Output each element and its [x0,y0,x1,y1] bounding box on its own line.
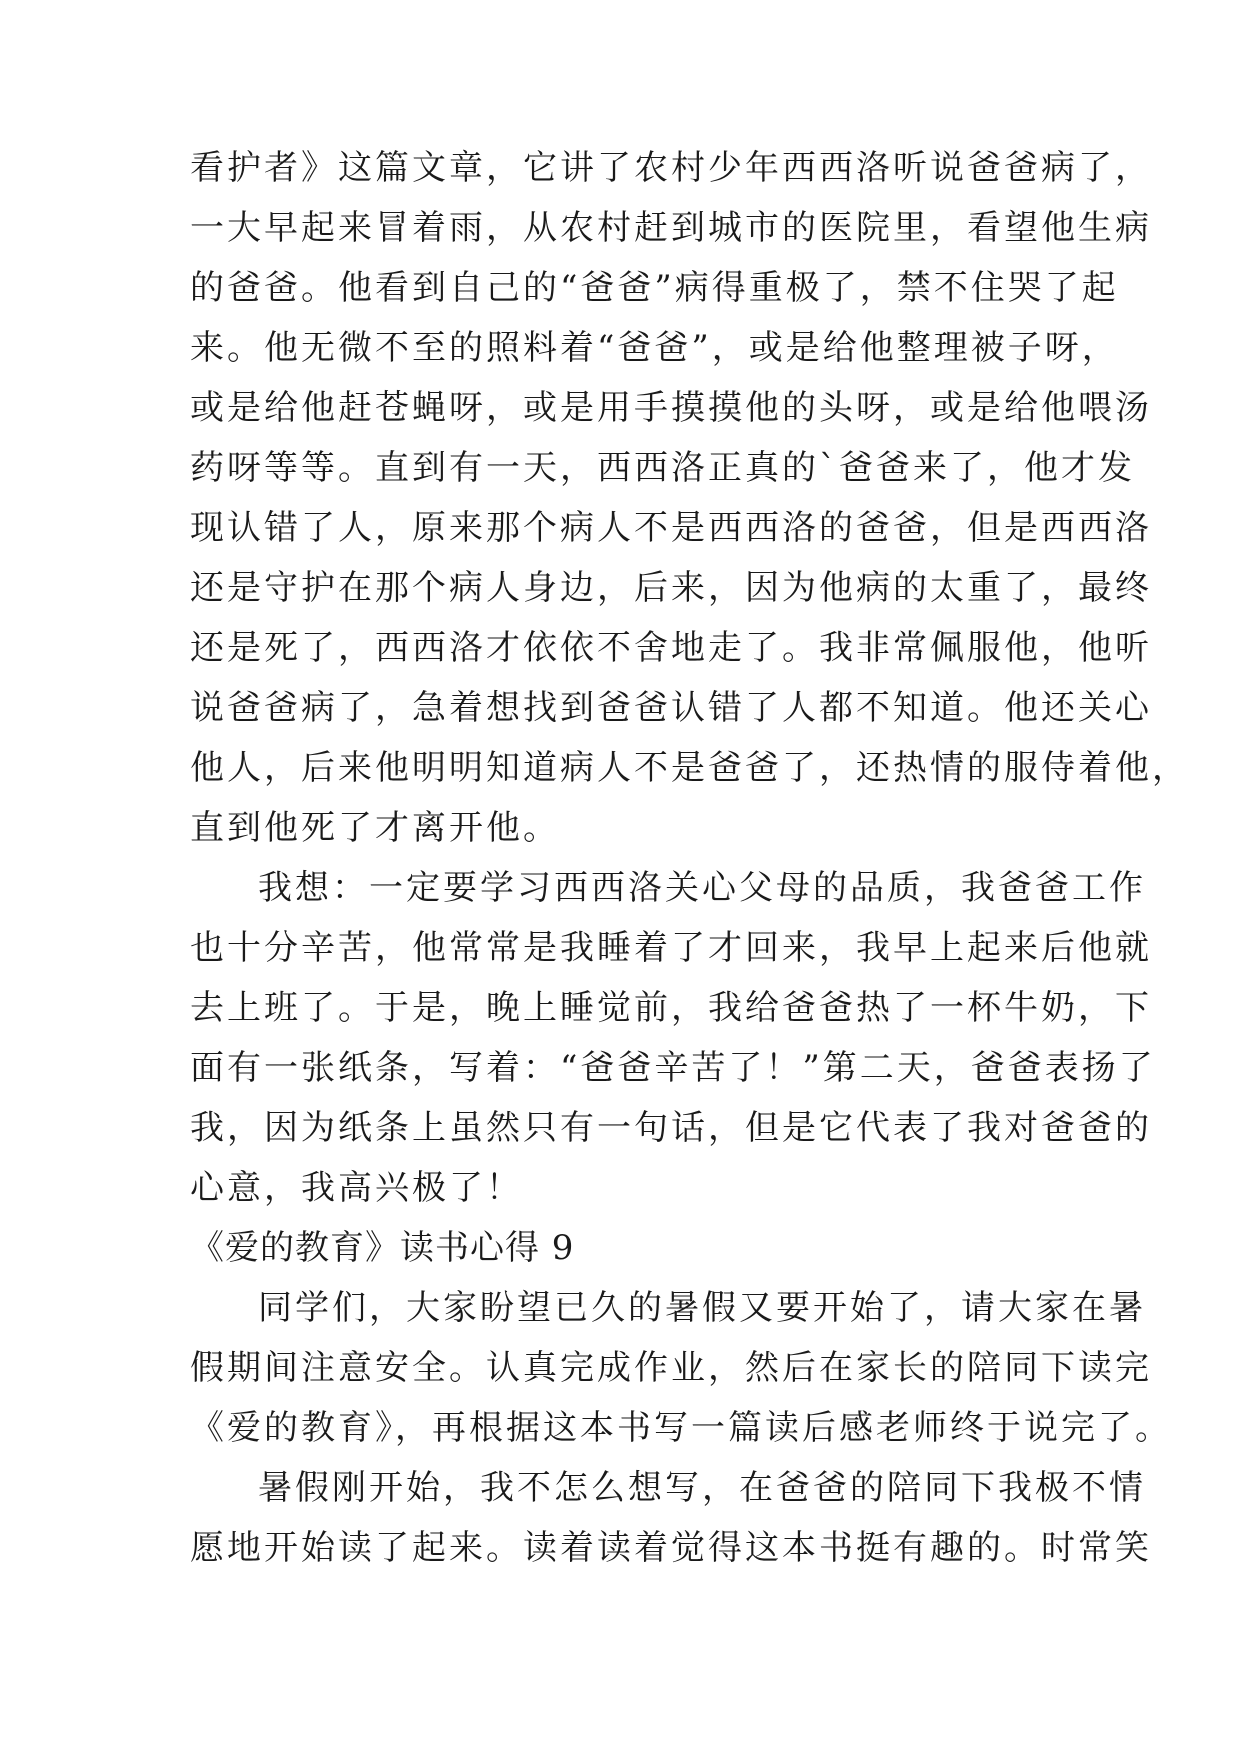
text-line: 面有一张纸条，写着：“爸爸辛苦了！”第二天，爸爸表扬了 [190,1048,1156,1088]
text-line: 来。他无微不至的照料着“爸爸”，或是给他整理被子呀， [190,328,1119,368]
text-line: 同学们，大家盼望已久的暑假又要开始了，请大家在暑 [258,1288,1146,1328]
text-line: 药呀等等。直到有一天，西西洛正真的`爸爸来了，他才发 [190,448,1135,488]
text-line: 《爱的教育》，再根据这本书写一篇读后感老师终于说完了。 [190,1408,1172,1448]
section-heading: 《爱的教育》读书心得 9 [190,1228,575,1268]
text-line: 的爸爸。他看到自己的“爸爸”病得重极了，禁不住哭了起 [190,268,1119,308]
text-line: 我，因为纸条上虽然只有一句话，但是它代表了我对爸爸的 [190,1108,1152,1148]
text-line: 看护者》这篇文章，它讲了农村少年西西洛听说爸爸病了， [190,148,1152,188]
text-line: 愿地开始读了起来。读着读着觉得这本书挺有趣的。时常笑 [190,1528,1152,1568]
text-line: 说爸爸病了，急着想找到爸爸认错了人都不知道。他还关心 [190,688,1152,728]
text-line: 我想：一定要学习西西洛关心父母的品质，我爸爸工作 [258,868,1146,908]
text-line: 去上班了。于是，晚上睡觉前，我给爸爸热了一杯牛奶，下 [190,988,1152,1028]
text-line: 还是守护在那个病人身边，后来，因为他病的太重了，最终 [190,568,1152,608]
text-line: 或是给他赶苍蝇呀，或是用手摸摸他的头呀，或是给他喂汤 [190,388,1152,428]
text-line: 一大早起来冒着雨，从农村赶到城市的医院里，看望他生病 [190,208,1152,248]
text-line: 现认错了人，原来那个病人不是西西洛的爸爸，但是西西洛 [190,508,1152,548]
text-line: 假期间注意安全。认真完成作业，然后在家长的陪同下读完 [190,1348,1152,1388]
text-line: 他人，后来他明明知道病人不是爸爸了，还热情的服侍着他， [190,748,1189,788]
text-line: 暑假刚开始，我不怎么想写，在爸爸的陪同下我极不情 [258,1468,1146,1508]
text-line: 也十分辛苦，他常常是我睡着了才回来，我早上起来后他就 [190,928,1152,968]
text-line: 还是死了，西西洛才依依不舍地走了。我非常佩服他，他听 [190,628,1152,668]
text-line: 心意，我高兴极了！ [190,1168,523,1208]
text-line: 直到他死了才离开他。 [190,808,560,848]
